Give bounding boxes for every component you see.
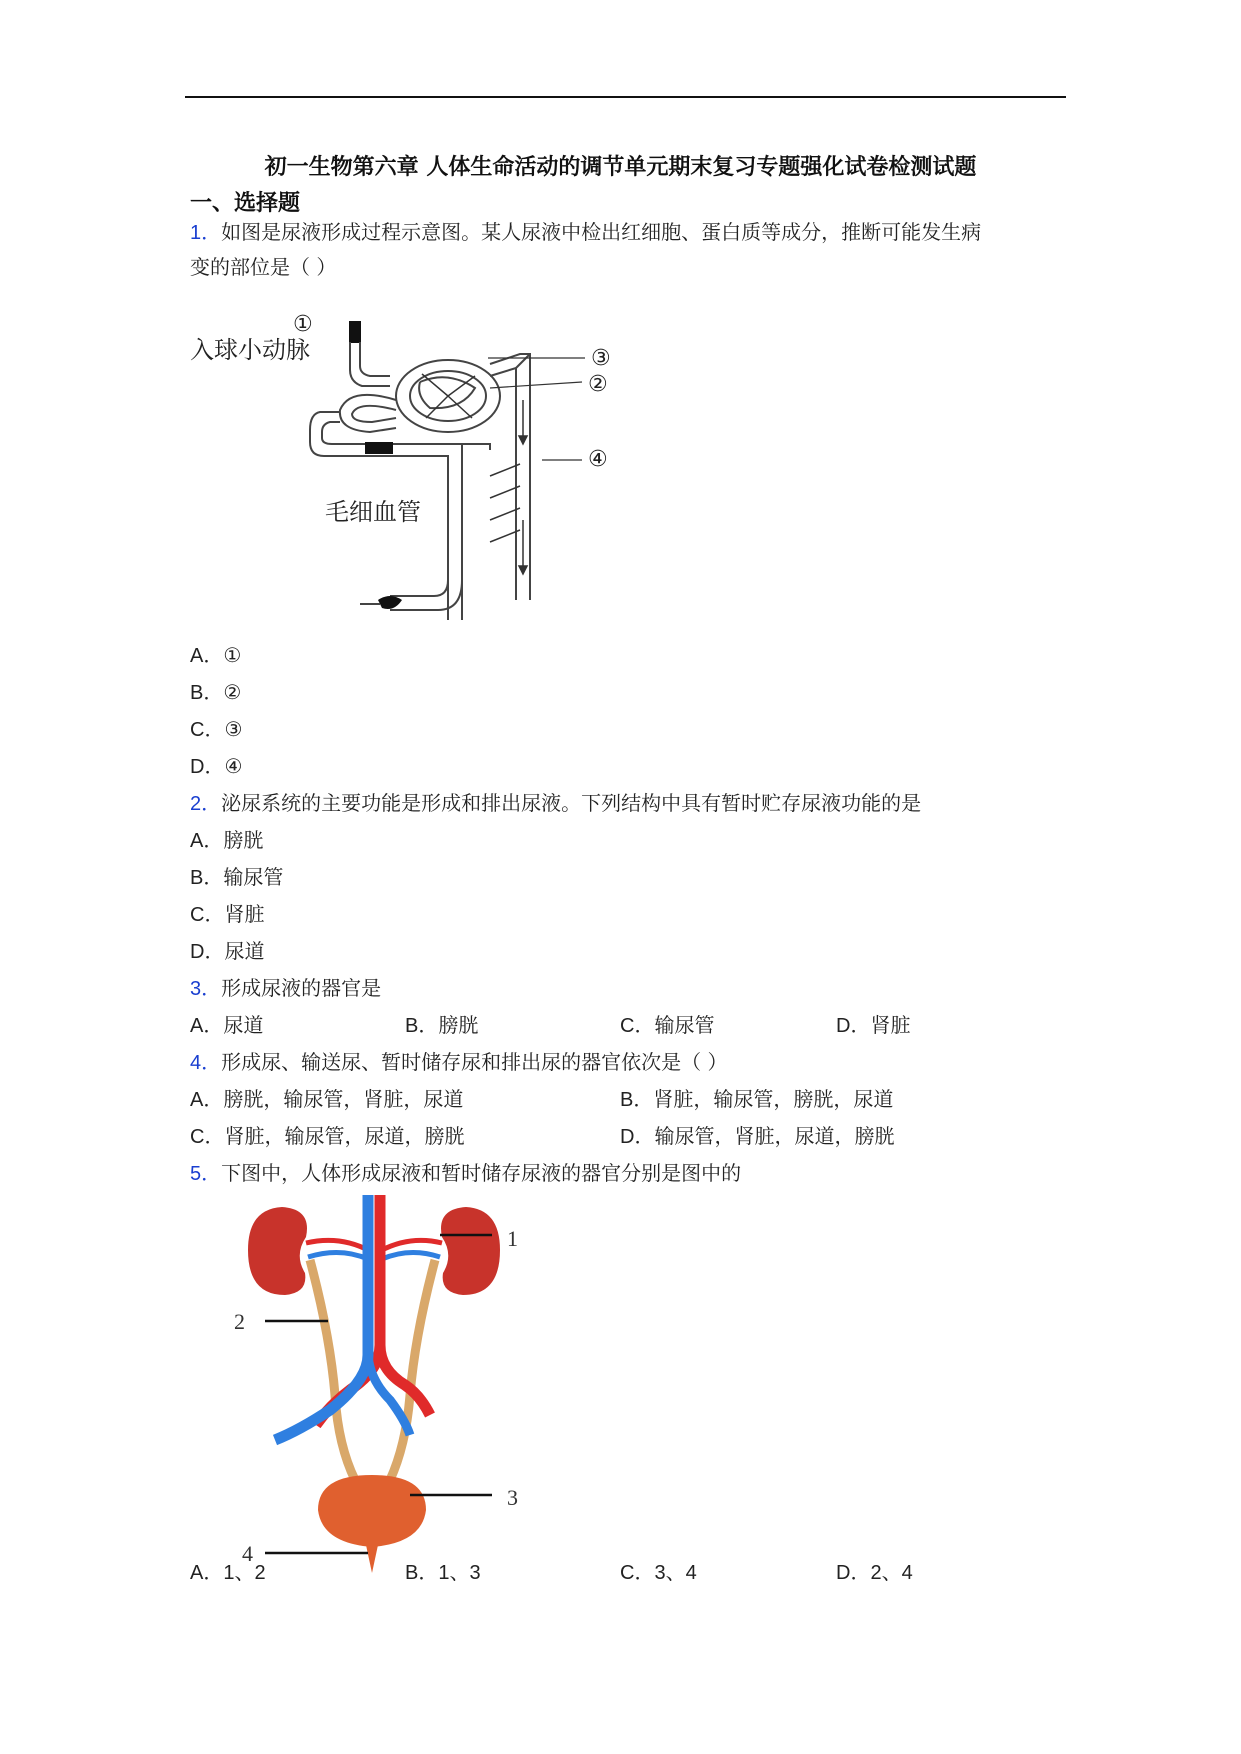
page-title: 初一生物第六章 人体生命活动的调节单元期末复习专题强化试卷检测试题 <box>264 155 977 180</box>
q1-option-a[interactable]: A．① <box>190 643 242 667</box>
right-kidney <box>441 1207 500 1295</box>
question-1 <box>190 219 981 246</box>
q2-option-a[interactable]: A．膀胱 <box>190 828 264 852</box>
urinary-system-diagram <box>230 1195 540 1566</box>
nephron-diagram <box>190 300 630 610</box>
bladder <box>318 1475 426 1547</box>
header-rule <box>185 96 1066 98</box>
q3-option-c[interactable]: C．输尿管 <box>620 1013 715 1037</box>
question-3 <box>190 975 381 1002</box>
marker-4: ④ <box>588 447 608 472</box>
q3-option-b[interactable]: B．膀胱 <box>405 1013 479 1037</box>
label-4: 4 <box>242 1541 253 1566</box>
question-1-continued <box>190 254 336 280</box>
marker-3: ③ <box>591 346 611 371</box>
bottom-blob <box>378 596 402 609</box>
question-text: 形成尿液的器官是 <box>221 976 382 1000</box>
afferent-arteriole-label: 入球小动脉 <box>190 336 310 364</box>
question-5 <box>190 1160 741 1187</box>
q1-option-b[interactable]: B．② <box>190 680 242 704</box>
question-4 <box>190 1049 727 1076</box>
q1-option-c[interactable]: C．③ <box>190 717 243 741</box>
label-2: 2 <box>234 1309 245 1334</box>
question-text: 变的部位是（ ） <box>190 255 337 279</box>
label-1: 1 <box>507 1226 518 1251</box>
afferent-block <box>350 322 360 342</box>
question-number: 3． <box>190 978 222 1000</box>
marker-1: ① <box>293 312 313 337</box>
q4-option-c[interactable]: C．肾脏，输尿管，尿道，膀胱 <box>190 1124 465 1148</box>
marker-2: ② <box>588 372 608 397</box>
label-3: 3 <box>507 1485 518 1510</box>
q4-option-a[interactable]: A．膀胱，输尿管，肾脏，尿道 <box>190 1087 464 1111</box>
left-kidney <box>248 1207 307 1295</box>
q3-option-a[interactable]: A．尿道 <box>190 1013 264 1037</box>
q5-option-d[interactable]: D．2、4 <box>836 1562 913 1584</box>
q1-option-d[interactable]: D．④ <box>190 754 243 778</box>
q5-option-b[interactable]: B．1、3 <box>405 1562 481 1584</box>
q2-option-b[interactable]: B．输尿管 <box>190 865 284 889</box>
urethra <box>366 1545 378 1573</box>
question-text: 形成尿、输送尿、暂时储存尿和排出尿的器官依次是（ ） <box>221 1050 728 1074</box>
q2-option-d[interactable]: D．尿道 <box>190 939 265 963</box>
q3-option-d[interactable]: D．肾脏 <box>836 1013 911 1037</box>
efferent-block <box>365 442 393 454</box>
capillary-label: 毛细血管 <box>325 498 421 526</box>
q5-option-a[interactable]: A．1、2 <box>190 1562 266 1584</box>
section-heading: 一、选择题 <box>190 191 301 216</box>
question-number: 4． <box>190 1052 222 1074</box>
question-text: 泌尿系统的主要功能是形成和排出尿液。下列结构中具有暂时贮存尿液功能的是 <box>221 791 922 815</box>
question-text: 下图中，人体形成尿液和暂时储存尿液的器官分别是图中的 <box>221 1161 742 1185</box>
q2-option-c[interactable]: C．肾脏 <box>190 902 265 926</box>
q4-option-b[interactable]: B．肾脏，输尿管，膀胱，尿道 <box>620 1087 894 1111</box>
question-2 <box>190 790 921 817</box>
question-number: 1． <box>190 222 222 244</box>
left-ureter <box>310 1260 355 1480</box>
question-text: 如图是尿液形成过程示意图。某人尿液中检出红细胞、蛋白质等成分，推断可能发生病 <box>221 220 982 244</box>
q5-option-c[interactable]: C．3、4 <box>620 1562 697 1584</box>
right-ureter <box>390 1260 435 1480</box>
question-number: 2． <box>190 793 222 815</box>
question-number: 5． <box>190 1163 222 1185</box>
q4-option-d[interactable]: D．输尿管，肾脏，尿道，膀胱 <box>620 1124 895 1148</box>
